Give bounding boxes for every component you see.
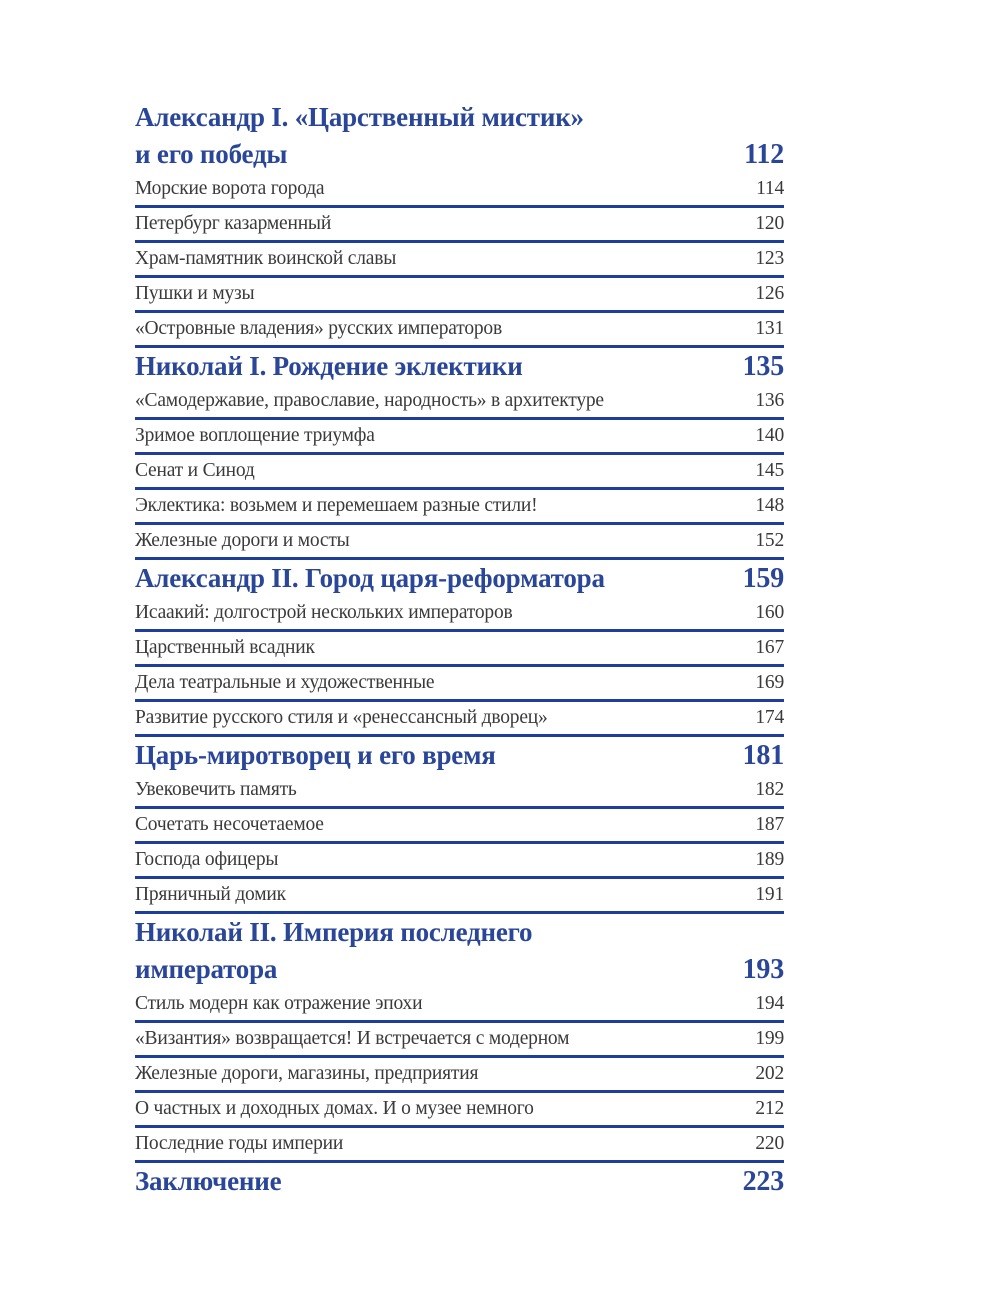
toc-entry xyxy=(135,243,784,278)
section-heading xyxy=(135,914,784,988)
section-title-line: Александр I. «Царственный мистик» xyxy=(135,102,584,132)
toc-entry-title: Храм-памятник воинской славы xyxy=(135,248,397,269)
toc-entry-page-number: 136 xyxy=(755,390,784,411)
section-heading xyxy=(135,1163,784,1200)
toc-entry-title: Железные дороги, магазины, предприятия xyxy=(135,1063,479,1084)
toc-entry xyxy=(135,1023,784,1058)
section-title-line: Николай I. Рождение эклектики xyxy=(135,351,523,381)
toc-entry-page-number: 145 xyxy=(755,460,784,481)
toc-entry xyxy=(135,774,784,809)
toc-entry-page-number: 114 xyxy=(756,178,784,199)
toc-entry xyxy=(135,173,784,208)
toc-entry-title: Петербург казарменный xyxy=(135,213,332,234)
section-page-number: 159 xyxy=(742,563,784,594)
toc-entry-title: Последние годы империи xyxy=(135,1133,344,1154)
section-title xyxy=(135,737,496,774)
section-page-number: 135 xyxy=(742,351,784,382)
toc-entry-title: «Самодержавие, православие, народность» в архитектуре xyxy=(135,390,604,411)
toc-entry-page-number: 189 xyxy=(755,849,784,870)
section-title xyxy=(135,99,584,173)
toc-entry-page-number: 194 xyxy=(755,993,784,1014)
toc-entry xyxy=(135,632,784,667)
toc-entry-title: О частных и доходных домах. И о музее немного xyxy=(135,1098,534,1119)
toc-entry xyxy=(135,988,784,1023)
section-title-line: Царь-миротворец и его время xyxy=(135,740,496,770)
toc-entry-title: Увековечить память xyxy=(135,779,297,800)
toc-entry-title: Зримое воплощение триумфа xyxy=(135,425,375,446)
section-title-line: императора xyxy=(135,954,278,984)
section-title xyxy=(135,348,523,385)
toc-entry xyxy=(135,597,784,632)
toc-entry-title: Развитие русского стиля и «ренессансный дворец» xyxy=(135,707,548,728)
toc-entry-title: Стиль модерн как отражение эпохи xyxy=(135,993,423,1014)
toc xyxy=(135,99,784,1200)
toc-entry-title: Эклектика: возьмем и перемешаем разные стили! xyxy=(135,495,538,516)
toc-entry xyxy=(135,702,784,737)
toc-entry xyxy=(135,490,784,525)
toc-entry-page-number: 199 xyxy=(755,1028,784,1049)
section-heading xyxy=(135,737,784,774)
toc-entry xyxy=(135,1093,784,1128)
toc-entry-page-number: 123 xyxy=(755,248,784,269)
toc-entry xyxy=(135,278,784,313)
section-title-line: и его победы xyxy=(135,139,288,169)
toc-entry xyxy=(135,313,784,348)
section-title-line: Николай II. Империя последнего xyxy=(135,917,533,947)
section-page-number: 223 xyxy=(742,1166,784,1197)
section-title xyxy=(135,914,532,988)
toc-entry-page-number: 220 xyxy=(755,1133,784,1154)
toc-entry xyxy=(135,525,784,560)
section-heading xyxy=(135,99,784,173)
toc-entry-page-number: 174 xyxy=(755,707,784,728)
toc-entry-page-number: 167 xyxy=(755,637,784,658)
toc-entry-page-number: 202 xyxy=(755,1063,784,1084)
toc-entry-title: Исаакий: долгострой нескольких императоров xyxy=(135,602,513,623)
toc-entry-title: «Островные владения» русских императоров xyxy=(135,318,502,339)
toc-entry xyxy=(135,879,784,914)
toc-entry-page-number: 160 xyxy=(755,602,784,623)
toc-entry xyxy=(135,208,784,243)
toc-entry xyxy=(135,809,784,844)
toc-entry xyxy=(135,455,784,490)
toc-entry-title: Господа офицеры xyxy=(135,849,279,870)
toc-entry-title: Сочетать несочетаемое xyxy=(135,814,324,835)
toc-entry-page-number: 126 xyxy=(755,283,784,304)
toc-entry-title: Пряничный домик xyxy=(135,884,286,905)
toc-entry xyxy=(135,1128,784,1163)
toc-entry-page-number: 131 xyxy=(755,318,784,339)
toc-entry-title: Дела театральные и художественные xyxy=(135,672,435,693)
toc-entry xyxy=(135,844,784,879)
section-title-line: Заключение xyxy=(135,1166,282,1196)
toc-entry-page-number: 120 xyxy=(755,213,784,234)
section-page-number: 112 xyxy=(744,139,784,170)
section-page-number: 193 xyxy=(742,954,784,985)
toc-entry-page-number: 187 xyxy=(755,814,784,835)
toc-entry-title: Железные дороги и мосты xyxy=(135,530,350,551)
section-heading xyxy=(135,560,784,597)
toc-entry xyxy=(135,420,784,455)
toc-entry-title: Царственный всадник xyxy=(135,637,315,658)
toc-entry-page-number: 182 xyxy=(755,779,784,800)
toc-entry xyxy=(135,1058,784,1093)
section-title xyxy=(135,560,605,597)
toc-entry-page-number: 212 xyxy=(755,1098,784,1119)
toc-entry-title: Морские ворота города xyxy=(135,178,325,199)
toc-entry-title: «Византия» возвращается! И встречается с модерном xyxy=(135,1028,570,1049)
toc-entry-title: Пушки и музы xyxy=(135,283,255,304)
section-title-line: Александр II. Город царя-реформатора xyxy=(135,563,605,593)
toc-entry-page-number: 152 xyxy=(755,530,784,551)
section-page-number: 181 xyxy=(742,740,784,771)
toc-entry-page-number: 148 xyxy=(755,495,784,516)
section-title xyxy=(135,1163,281,1200)
toc-entry xyxy=(135,667,784,702)
toc-entry-title: Сенат и Синод xyxy=(135,460,255,481)
toc-entry-page-number: 191 xyxy=(755,884,784,905)
toc-entry xyxy=(135,385,784,420)
toc-entry-page-number: 169 xyxy=(755,672,784,693)
toc-entry-page-number: 140 xyxy=(755,425,784,446)
section-heading xyxy=(135,348,784,385)
